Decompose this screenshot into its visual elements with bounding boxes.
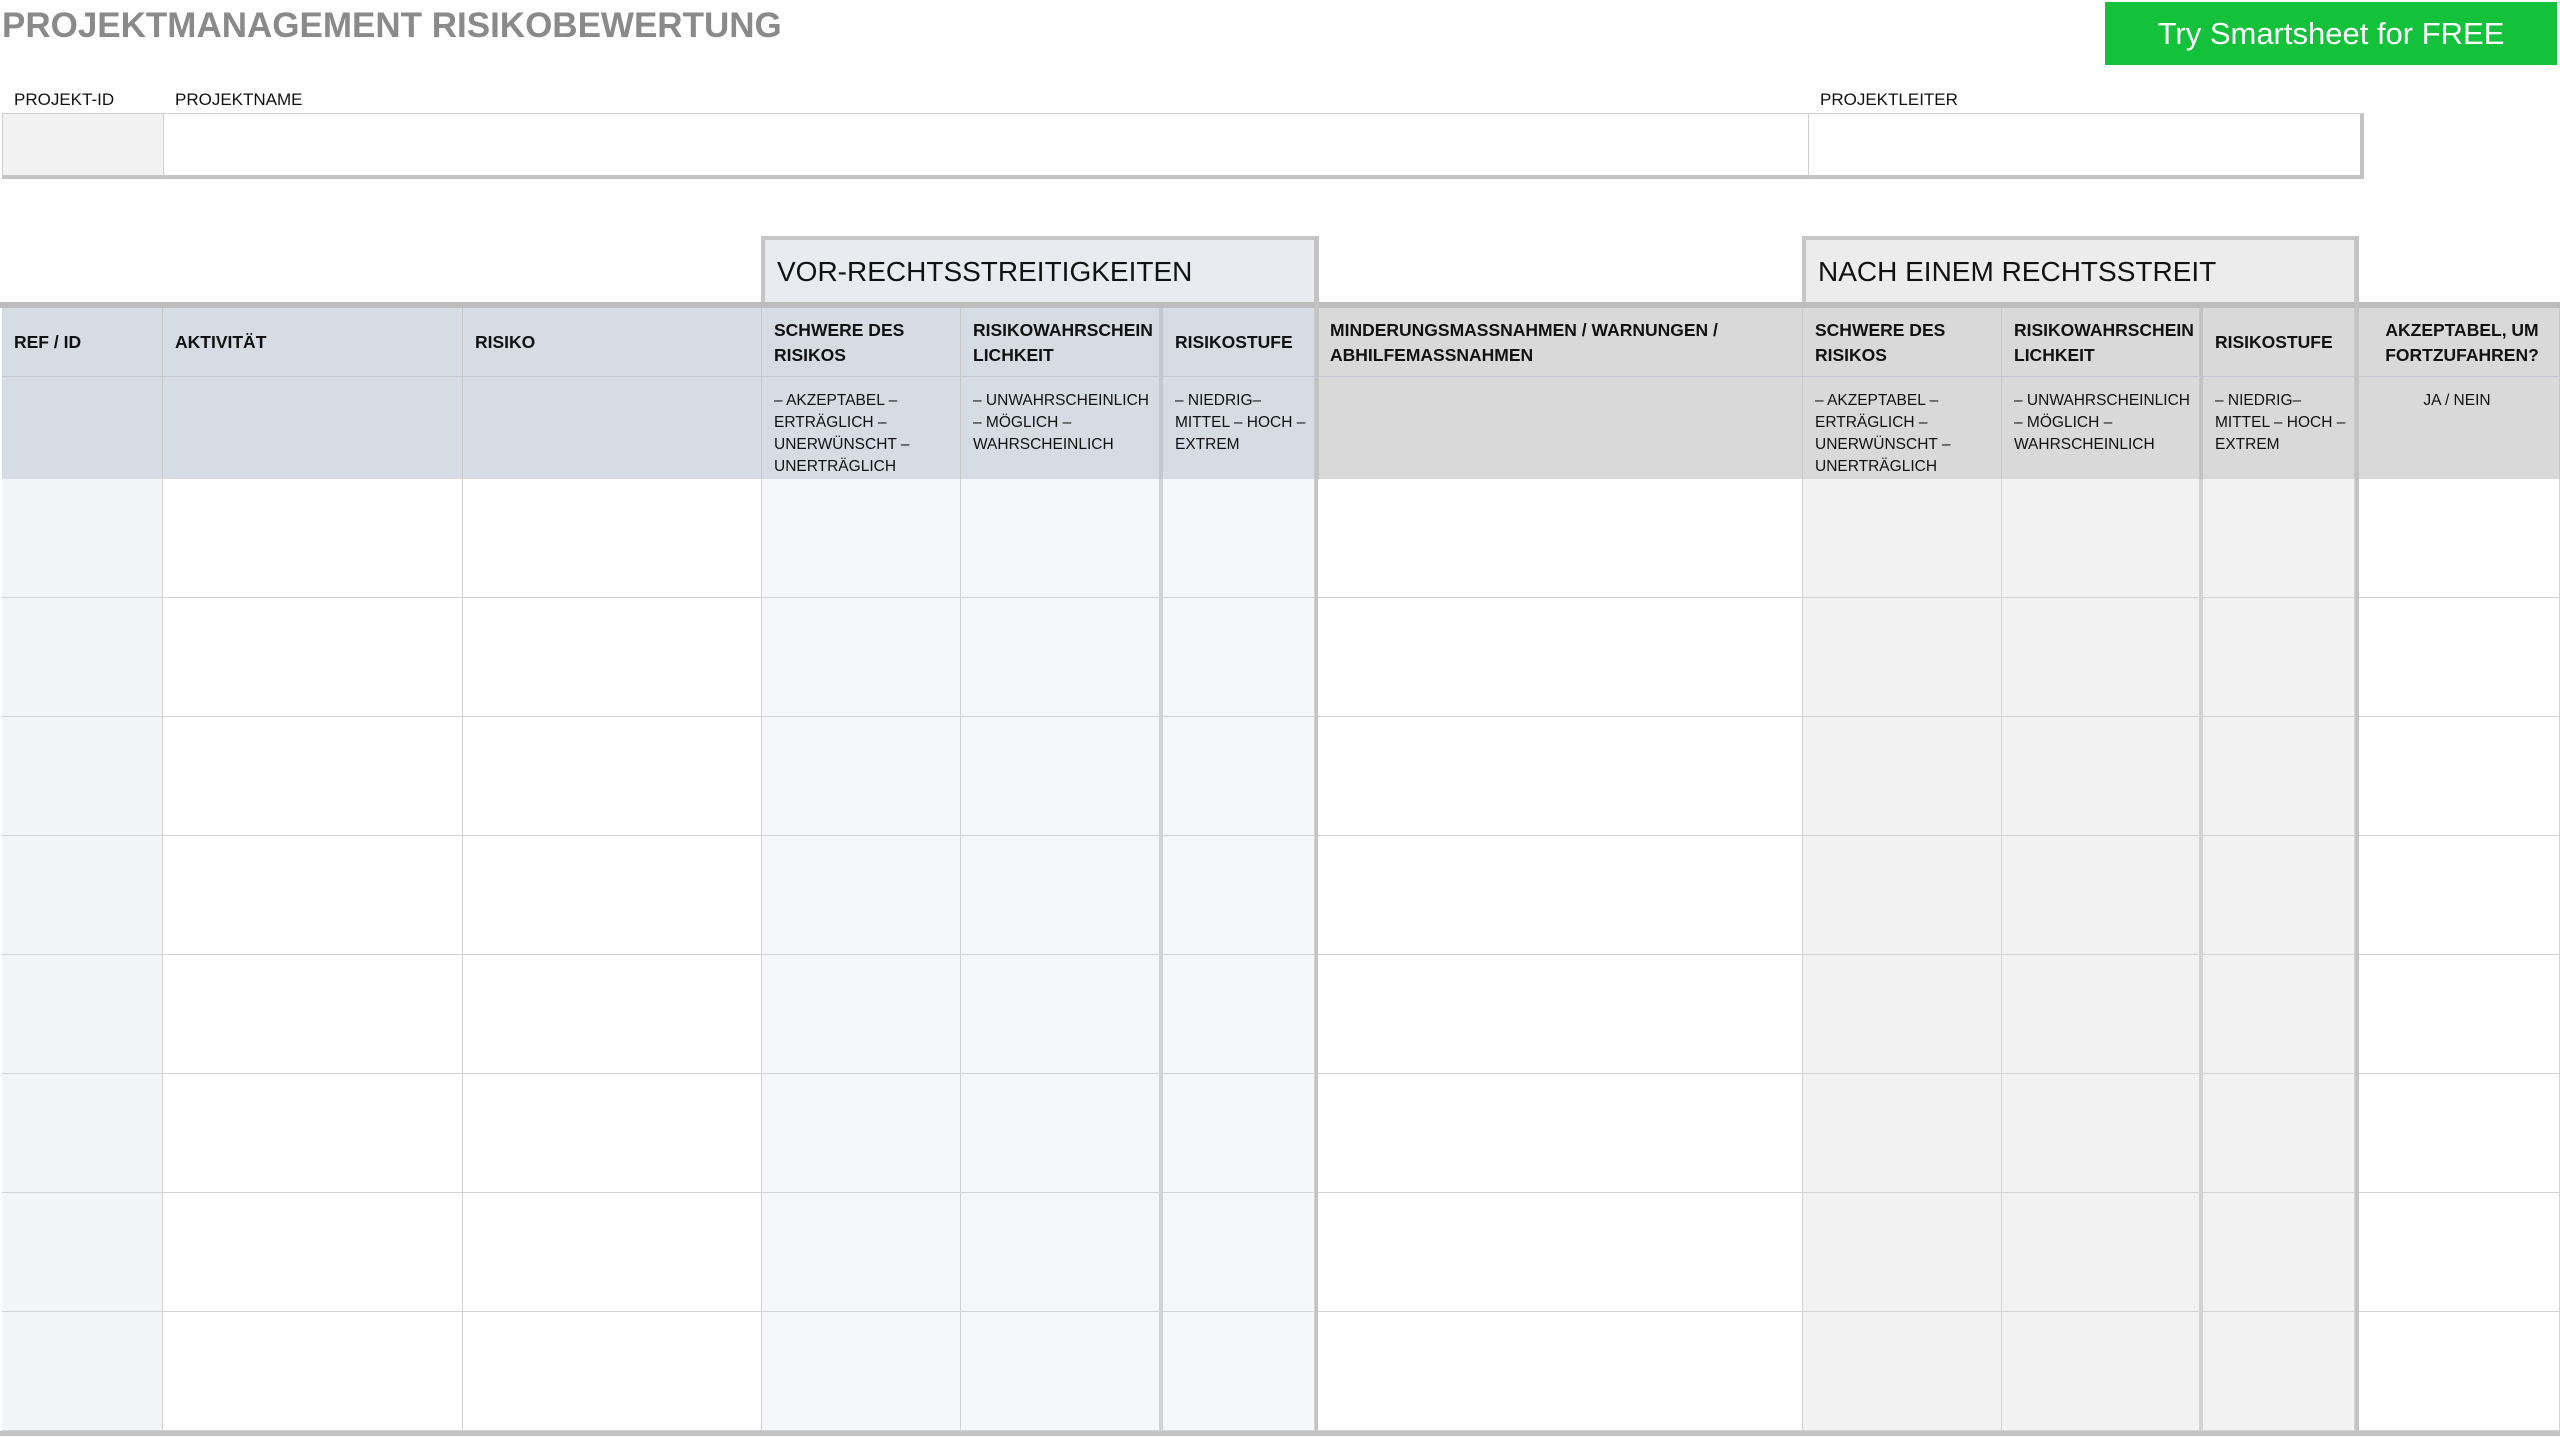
projekt-id-label: PROJEKT-ID (14, 90, 115, 109)
cell-risikostufe-post[interactable] (2200, 479, 2355, 598)
cell-schwere-pre[interactable] (762, 836, 961, 955)
projektname-label: PROJEKTNAME (175, 90, 303, 109)
col-header-aktivitaet: AKTIVITÄT (163, 308, 463, 376)
cell-wahrscheinlichkeit-post[interactable] (2002, 1193, 2200, 1312)
col-header-minderung: MINDERUNGSMASSNAHMEN / WARNUNGEN / ABHILFEMASSNAHMEN (1318, 308, 1803, 376)
cell-minderung[interactable] (1318, 479, 1803, 598)
cell-akzeptabel[interactable] (2359, 1312, 2560, 1431)
cell-akzeptabel[interactable] (2359, 836, 2560, 955)
col-header-wahrscheinlichkeit-post: RISIKOWAHRSCHEIN LICHKEIT (2002, 308, 2200, 376)
cell-akzeptabel[interactable] (2359, 955, 2560, 1074)
cell-risiko[interactable] (463, 598, 762, 717)
cell-wahrscheinlichkeit-pre[interactable] (961, 1074, 1160, 1193)
cell-ref-id[interactable] (2, 1312, 163, 1431)
cell-risiko[interactable] (463, 955, 762, 1074)
cell-minderung[interactable] (1318, 1193, 1803, 1312)
cell-risikostufe-pre[interactable] (1160, 955, 1315, 1074)
cell-wahrscheinlichkeit-post[interactable] (2002, 717, 2200, 836)
cell-schwere-post[interactable] (1803, 598, 2002, 717)
cell-risikostufe-post[interactable] (2200, 836, 2355, 955)
cell-schwere-pre[interactable] (762, 479, 961, 598)
cell-risikostufe-pre[interactable] (1160, 717, 1315, 836)
cell-wahrscheinlichkeit-post[interactable] (2002, 836, 2200, 955)
cell-akzeptabel[interactable] (2359, 479, 2560, 598)
projektleiter-field[interactable] (1808, 113, 2364, 179)
cell-akzeptabel[interactable] (2359, 717, 2560, 836)
cell-minderung[interactable] (1318, 1312, 1803, 1431)
cell-risikostufe-post[interactable] (2200, 1312, 2355, 1431)
col-header-schwere-pre: SCHWERE DES RISIKOS (762, 308, 961, 376)
cell-wahrscheinlichkeit-pre[interactable] (961, 1312, 1160, 1431)
cell-ref-id[interactable] (2, 836, 163, 955)
col-sub-wahrscheinlichkeit-pre: – UNWAHRSCHEINLICH – MÖGLICH – WAHRSCHEINLICH (961, 376, 1160, 479)
cell-risiko[interactable] (463, 717, 762, 836)
cell-akzeptabel[interactable] (2359, 1074, 2560, 1193)
projektname-field[interactable] (163, 113, 1809, 179)
cell-risikostufe-pre[interactable] (1160, 479, 1315, 598)
cell-schwere-pre[interactable] (762, 955, 961, 1074)
table-bottom-border (0, 1431, 2560, 1436)
cell-wahrscheinlichkeit-pre[interactable] (961, 955, 1160, 1074)
cell-wahrscheinlichkeit-post[interactable] (2002, 598, 2200, 717)
section-post-litigation: NACH EINEM RECHTSSTREIT (1802, 236, 2358, 303)
cell-wahrscheinlichkeit-pre[interactable] (961, 836, 1160, 955)
cell-risikostufe-pre[interactable] (1160, 598, 1315, 717)
cell-schwere-post[interactable] (1803, 479, 2002, 598)
cell-schwere-pre[interactable] (762, 1312, 961, 1431)
cell-risikostufe-post[interactable] (2200, 717, 2355, 836)
col-sub-risiko (463, 376, 762, 479)
col-sub-minderung (1318, 376, 1803, 479)
cell-risiko[interactable] (463, 1074, 762, 1193)
cell-minderung[interactable] (1318, 955, 1803, 1074)
cell-risiko[interactable] (463, 1193, 762, 1312)
cell-schwere-pre[interactable] (762, 1074, 961, 1193)
cell-risiko[interactable] (463, 1312, 762, 1431)
projekt-id-field[interactable] (2, 113, 164, 179)
col-header-akzeptabel: AKZEPTABEL, UM FORTZUFAHREN? (2359, 308, 2560, 376)
cell-schwere-post[interactable] (1803, 1193, 2002, 1312)
cell-ref-id[interactable] (2, 479, 163, 598)
cell-schwere-post[interactable] (1803, 836, 2002, 955)
cell-wahrscheinlichkeit-pre[interactable] (961, 598, 1160, 717)
page-title: PROJEKTMANAGEMENT RISIKOBEWERTUNG (2, 6, 782, 45)
col-header-risikostufe-post: RISIKOSTUFE (2200, 308, 2355, 376)
col-header-risikostufe-pre: RISIKOSTUFE (1160, 308, 1315, 376)
col-sub-aktivitaet (163, 376, 463, 479)
cell-ref-id[interactable] (2, 598, 163, 717)
col-sub-schwere-post: – AKZEPTABEL – ERTRÄGLICH – UNERWÜNSCHT – UNERTRÄGLICH (1803, 376, 2002, 479)
section-pre-litigation: VOR-RECHTSSTREITIGKEITEN (761, 236, 1318, 303)
cell-risikostufe-post[interactable] (2200, 598, 2355, 717)
cell-schwere-post[interactable] (1803, 717, 2002, 836)
col-sub-ref-id (2, 376, 163, 479)
cell-aktivitaet[interactable] (163, 1074, 463, 1193)
col-sub-schwere-pre: – AKZEPTABEL – ERTRÄGLICH – UNERWÜNSCHT – UNERTRÄGLICH (762, 376, 961, 479)
cell-risikostufe-pre[interactable] (1160, 1312, 1315, 1431)
col-header-wahrscheinlichkeit-pre: RISIKOWAHRSCHEIN LICHKEIT (961, 308, 1160, 376)
cell-ref-id[interactable] (2, 1193, 163, 1312)
try-smartsheet-button[interactable]: Try Smartsheet for FREE (2105, 2, 2557, 65)
col-sub-risikostufe-post: – NIEDRIG– MITTEL – HOCH – EXTREM (2200, 376, 2355, 479)
cell-schwere-pre[interactable] (762, 1193, 961, 1312)
cell-schwere-post[interactable] (1803, 1312, 2002, 1431)
cell-schwere-post[interactable] (1803, 1074, 2002, 1193)
cell-minderung[interactable] (1318, 1074, 1803, 1193)
col-header-risiko: RISIKO (463, 308, 762, 376)
col-header-ref-id: REF / ID (2, 308, 163, 376)
cell-risikostufe-pre[interactable] (1160, 836, 1315, 955)
cell-wahrscheinlichkeit-post[interactable] (2002, 1312, 2200, 1431)
cell-minderung[interactable] (1318, 598, 1803, 717)
cell-aktivitaet[interactable] (163, 1312, 463, 1431)
cell-risiko[interactable] (463, 836, 762, 955)
col-sub-risikostufe-pre: – NIEDRIG– MITTEL – HOCH – EXTREM (1160, 376, 1315, 479)
cell-wahrscheinlichkeit-post[interactable] (2002, 1074, 2200, 1193)
cell-aktivitaet[interactable] (163, 955, 463, 1074)
cell-schwere-pre[interactable] (762, 717, 961, 836)
cell-aktivitaet[interactable] (163, 836, 463, 955)
cell-risikostufe-post[interactable] (2200, 1074, 2355, 1193)
cell-risikostufe-post[interactable] (2200, 955, 2355, 1074)
cell-ref-id[interactable] (2, 1074, 163, 1193)
cell-risikostufe-pre[interactable] (1160, 1074, 1315, 1193)
col-sub-wahrscheinlichkeit-post: – UNWAHRSCHEINLICH – MÖGLICH – WAHRSCHEINLICH (2002, 376, 2200, 479)
projektleiter-label: PROJEKTLEITER (1820, 90, 1958, 109)
cell-wahrscheinlichkeit-post[interactable] (2002, 955, 2200, 1074)
cell-risiko[interactable] (463, 479, 762, 598)
cell-wahrscheinlichkeit-post[interactable] (2002, 479, 2200, 598)
col-header-schwere-post: SCHWERE DES RISIKOS (1803, 308, 2002, 376)
cell-wahrscheinlichkeit-pre[interactable] (961, 1193, 1160, 1312)
cell-minderung[interactable] (1318, 836, 1803, 955)
cell-aktivitaet[interactable] (163, 1193, 463, 1312)
cell-akzeptabel[interactable] (2359, 598, 2560, 717)
cell-wahrscheinlichkeit-pre[interactable] (961, 717, 1160, 836)
cell-aktivitaet[interactable] (163, 717, 463, 836)
cell-aktivitaet[interactable] (163, 598, 463, 717)
cell-wahrscheinlichkeit-pre[interactable] (961, 479, 1160, 598)
cell-minderung[interactable] (1318, 717, 1803, 836)
cell-schwere-pre[interactable] (762, 598, 961, 717)
cell-aktivitaet[interactable] (163, 479, 463, 598)
cell-risikostufe-pre[interactable] (1160, 1193, 1315, 1312)
cell-akzeptabel[interactable] (2359, 1193, 2560, 1312)
cell-ref-id[interactable] (2, 717, 163, 836)
cell-risikostufe-post[interactable] (2200, 1193, 2355, 1312)
col-sub-akzeptabel: JA / NEIN (2359, 376, 2560, 479)
cell-ref-id[interactable] (2, 955, 163, 1074)
cell-schwere-post[interactable] (1803, 955, 2002, 1074)
